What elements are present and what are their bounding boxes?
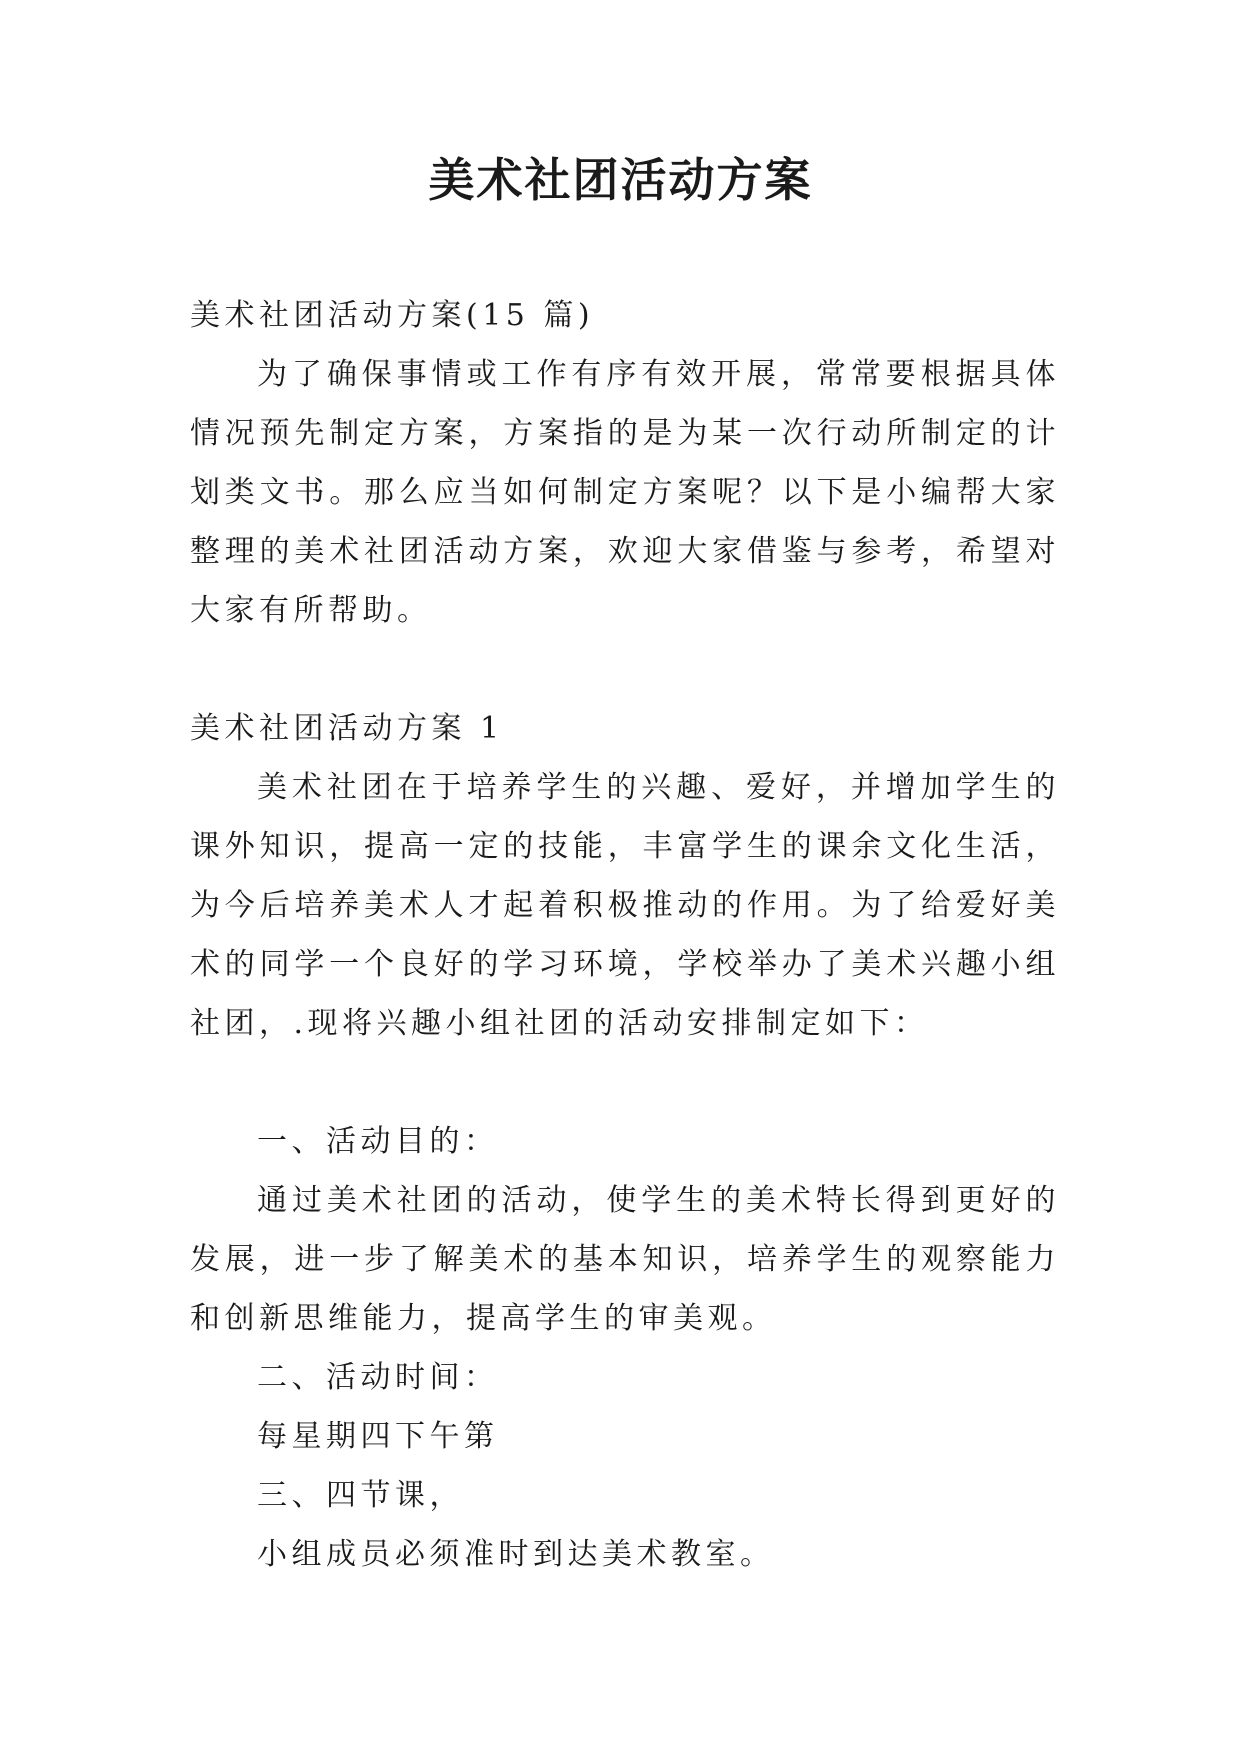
item-body-purpose: 通过美术社团的活动，使学生的美术特长得到更好的发展，进一步了解美术的基本知识，培养学生的观察能力和创新思维能力，提高学生的审美观。	[190, 1183, 1060, 1336]
item-heading-purpose: 一、活动目的：	[257, 1124, 499, 1159]
paragraph-spacer	[190, 1053, 1060, 1112]
item-heading-time: 二、活动时间：	[257, 1360, 499, 1395]
item-time-line: 每星期四下午第	[257, 1419, 499, 1454]
document-body	[190, 286, 1060, 1584]
document-title: 美术社团活动方案	[428, 153, 813, 207]
section-heading: 美术社团活动方案 1	[190, 711, 504, 746]
item-time-line: 三、四节课，	[257, 1478, 464, 1513]
document-subtitle: 美术社团活动方案(15 篇)	[190, 298, 595, 333]
section-intro-paragraph: 美术社团在于培养学生的兴趣、爱好，并增加学生的课外知识，提高一定的技能，丰富学生的课余文化生活，为今后培养美术人才起着积极推动的作用。为了给爱好美术的同学一个良好的学习环境，学校举办了美术兴趣小组社团，.现将兴趣小组社团的活动安排制定如下：	[190, 770, 1060, 1041]
item-time-line: 小组成员必须准时到达美术教室。	[257, 1537, 775, 1572]
intro-paragraph: 为了确保事情或工作有序有效开展，常常要根据具体情况预先制定方案，方案指的是为某一次行动所制定的计划类文书。那么应当如何制定方案呢？以下是小编帮大家整理的美术社团活动方案，欢迎大家借鉴与参考，希望对大家有所帮助。	[190, 357, 1060, 628]
paragraph-spacer	[190, 640, 1060, 699]
